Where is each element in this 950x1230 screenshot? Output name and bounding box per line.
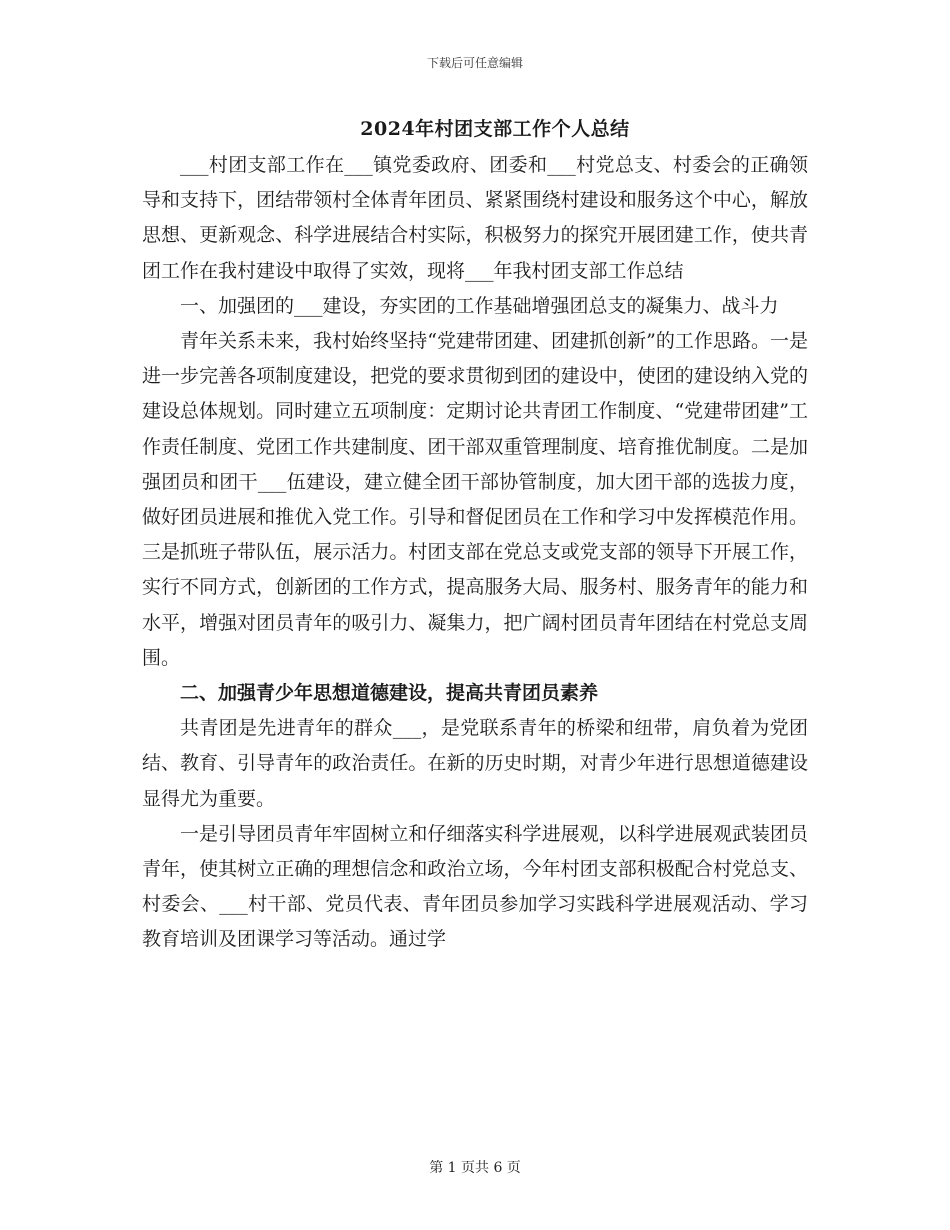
paragraph-intro: ___村团支部工作在___镇党委政府、团委和___村党总支、村委会的正确领导和支持下，团结带领村全体青年团员、紧紧围绕村建设和服务这个中心，解放思想、更新观念、科学进展结合村实际，积极努力的探究开展团建工作，使共青团工作在我村建设中取得了实效，现将___年我村团支部工作总结 [142, 154, 808, 282]
paragraph-section-2a: 共青团是先进青年的群众___，是党联系青年的桥梁和纽带，肩负着为党团结、教育、引导青年的政治责任。在新的历史时期，对青少年进行思想道德建设显得尤为重要。 [142, 717, 808, 810]
page-footer: 第 1 页共 6 页 [429, 1160, 521, 1176]
paragraph-section-2b: 一是引导团员青年牢固树立和仔细落实科学进展观，以科学进展观武装团员青年，使其树立正确的理想信念和政治立场，今年村团支部积极配合村党总支、村委会、___村干部、党员代表、青年团员参加学习实践科学进展观活动、学习教育培训及团课学习等活动。通过学 [142, 822, 808, 951]
section-heading-2: 二、加强青少年思想道德建设，提高共青团员素养 [180, 682, 599, 705]
section-heading-1: 一、加强团的___建设，夯实团的工作基础增强团总支的凝集力、战斗力 [180, 294, 779, 317]
document-title: 2024年村团支部工作个人总结 [360, 118, 630, 140]
header-note: 下载后可任意编辑 [426, 56, 523, 70]
paragraph-section-1: 青年关系未来，我村始终坚持“党建带团建、团建抓创新”的工作思路。一是进一步完善各项制度建设，把党的要求贯彻到团的建设中，使团的建设纳入党的建设总体规划。同时建立五项制度：定期讨论共青团工作制度、“党建带团建”工作责任制度、党团工作共建制度、团干部双重管理制度、培育推优制度。二是加强团员和团干___伍建设，建立健全团干部协管制度，加大团干部的选拔力度，做好团员进展和推优入党工作。引导和督促团员在工作和学习中发挥模范作用。三是抓班子带队伍，展示活力。村团支部在党总支或党支部的领导下开展工作，实行不同方式，创新团的工作方式，提高服务大局、服务村、服务青年的能力和水平，增强对团员青年的吸引力、凝集力，把广阔村团员青年团结在村党总支周围。 [142, 330, 808, 669]
document-body [142, 148, 808, 958]
